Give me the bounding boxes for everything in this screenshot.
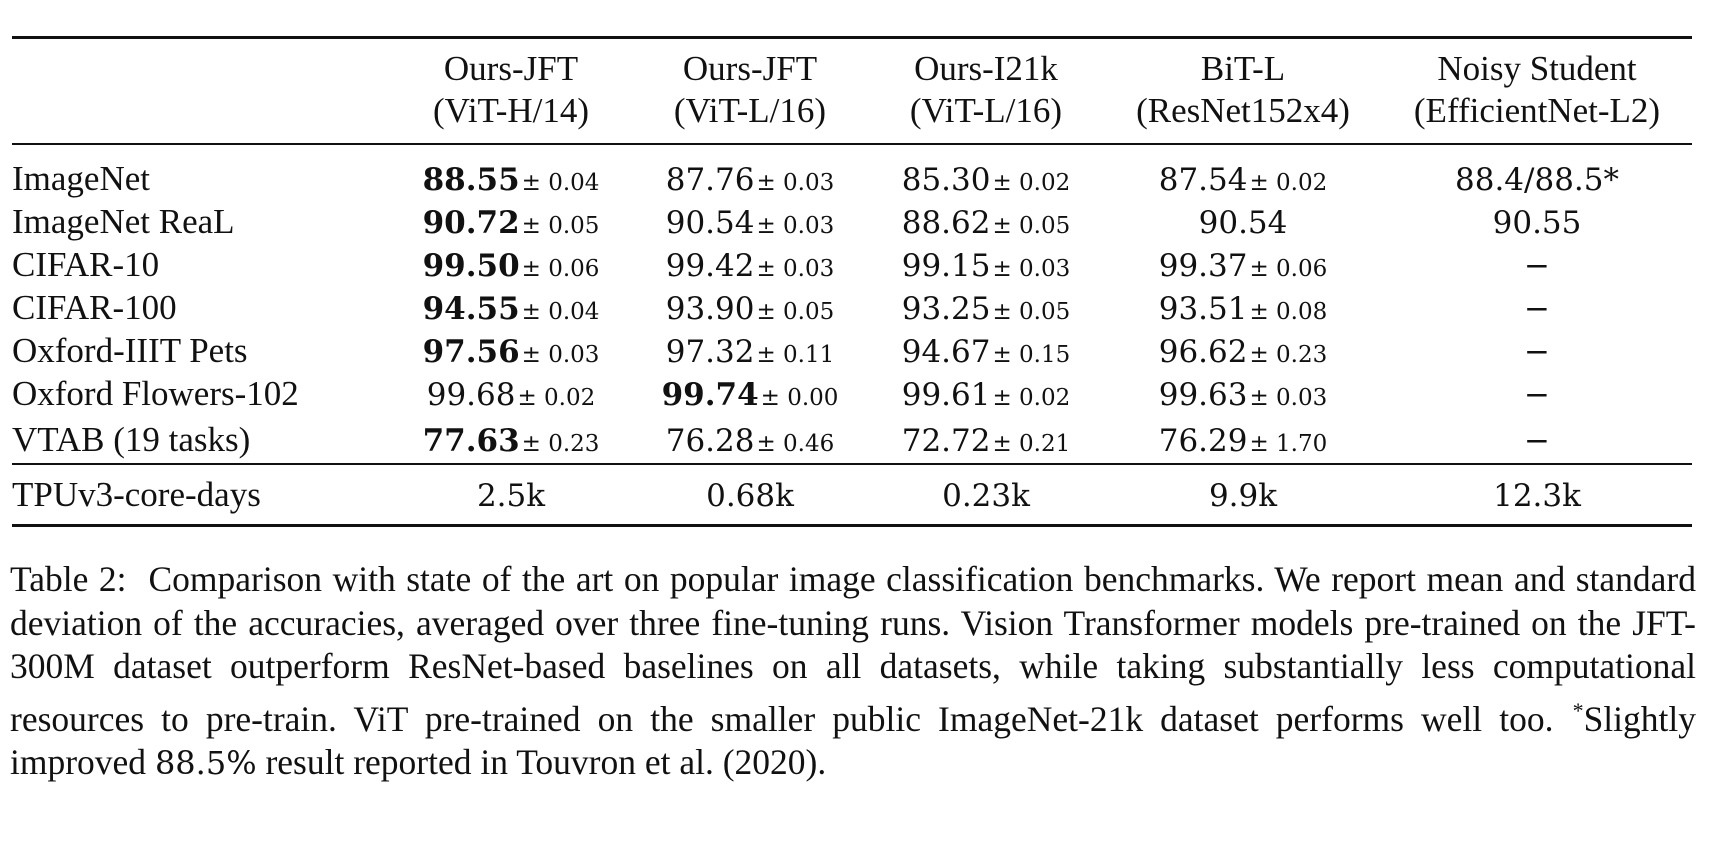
cell-std-dev: ± 0.03 [992, 255, 1071, 282]
column-header [868, 36, 1104, 144]
column-header [1382, 36, 1692, 144]
cell-value-best: 88.55 [422, 161, 520, 198]
cell-value: 9.9k [1208, 478, 1278, 514]
table-row [12, 243, 1692, 286]
cell-std-dev: ± 1.70 [1249, 430, 1328, 457]
column-header-line2: (ResNet152x4) [1136, 91, 1350, 130]
table-header-row [12, 36, 1692, 144]
caption-footnote-text: Slightly improved [10, 698, 1697, 782]
column-header [390, 36, 632, 144]
footnote-mark: * [1572, 697, 1584, 723]
cell-value: 72.72 [901, 422, 991, 459]
cell-std-dev: ± 0.05 [992, 298, 1071, 325]
cell-std-dev: ± 0.03 [521, 341, 600, 368]
cell-value-best: 90.72 [422, 204, 520, 241]
cell-value: − [1524, 247, 1550, 284]
cell-value: 94.67 [901, 333, 991, 370]
table-cell [868, 286, 1104, 329]
cell-value: − [1524, 422, 1550, 459]
cell-std-dev: ± 0.00 [760, 384, 839, 411]
cell-std-dev: ± 0.04 [521, 298, 600, 325]
table-cell [1104, 372, 1382, 415]
results-table [12, 36, 1692, 526]
table-row [12, 286, 1692, 329]
footer-cell [868, 464, 1104, 526]
column-header-line1: Ours-I21k [914, 49, 1058, 88]
table-cell [1104, 329, 1382, 372]
cell-std-dev: ± 0.02 [992, 384, 1071, 411]
table-cell [390, 144, 632, 200]
table-cell [1104, 144, 1382, 200]
row-label: ImageNet ReaL [12, 201, 235, 241]
footer-row [12, 464, 1692, 526]
cell-std-dev: ± 0.15 [992, 341, 1071, 368]
cell-value: 90.54 [665, 204, 755, 241]
column-header-line1: Ours-JFT [682, 49, 818, 88]
table-cell [1382, 372, 1692, 415]
cell-value-best: 99.50 [422, 247, 520, 284]
cell-std-dev: ± 0.23 [521, 430, 600, 457]
cell-value: 99.68 [426, 376, 516, 413]
cell-value: 93.25 [901, 290, 991, 327]
row-label: ImageNet [12, 158, 150, 198]
cell-value: 99.61 [901, 376, 991, 413]
cell-value: 97.32 [665, 333, 755, 370]
cell-std-dev: ± 0.04 [521, 169, 600, 196]
cell-std-dev: ± 0.02 [1249, 169, 1328, 196]
column-header [1104, 36, 1382, 144]
cell-value-best: 99.74 [661, 376, 759, 413]
column-header-line1: Noisy Student [1437, 49, 1637, 88]
cell-value-best: 77.63 [422, 422, 520, 459]
cell-value: 93.90 [665, 290, 755, 327]
table-cell [632, 144, 868, 200]
column-header-line1: BiT-L [1200, 49, 1286, 88]
cell-value: 96.62 [1158, 333, 1248, 370]
cell-std-dev: ± 0.46 [756, 430, 835, 457]
column-header-line2: (EfficientNet-L2) [1413, 91, 1661, 130]
column-header-empty [12, 36, 390, 144]
cell-std-dev: ± 0.06 [1249, 255, 1328, 282]
table-row [12, 144, 1692, 200]
table-cell [390, 329, 632, 372]
row-label: CIFAR-10 [12, 244, 160, 284]
row-label: Oxford-IIIT Pets [12, 330, 248, 370]
table-cell [868, 144, 1104, 200]
table-cell [632, 372, 868, 415]
cell-value: 76.28 [665, 422, 755, 459]
cell-value: 99.37 [1158, 247, 1248, 284]
cell-std-dev: ± 0.03 [756, 255, 835, 282]
table-cell [390, 415, 632, 464]
column-header-line2: (ViT-H/14) [432, 91, 590, 130]
table-cell [868, 200, 1104, 243]
cell-value: − [1524, 333, 1550, 370]
row-label: TPUv3-core-days [12, 475, 261, 514]
table-cell [1104, 243, 1382, 286]
cell-value: 87.54 [1158, 161, 1248, 198]
table-cell [1382, 243, 1692, 286]
table-cell [1104, 286, 1382, 329]
cell-std-dev: ± 0.03 [756, 212, 835, 239]
cell-std-dev: ± 0.23 [1249, 341, 1328, 368]
cell-value: − [1524, 290, 1550, 327]
table-row [12, 200, 1692, 243]
cell-std-dev: ± 0.05 [756, 298, 835, 325]
table-cell [632, 200, 868, 243]
cell-std-dev: ± 0.02 [517, 384, 596, 411]
column-header-line1: Ours-JFT [443, 49, 579, 88]
table-cell [632, 415, 868, 464]
cell-value: 87.76 [665, 161, 755, 198]
cell-value: 0.23k [942, 478, 1030, 514]
table-cell [1382, 144, 1692, 200]
cell-value: 90.55 [1492, 204, 1582, 241]
table-cell [390, 372, 632, 415]
table-cell [390, 243, 632, 286]
cell-value: 0.68k [706, 478, 794, 514]
cell-value: 2.5k [476, 478, 546, 514]
cell-value: 99.15 [901, 247, 991, 284]
column-header-line2: (ViT-L/16) [673, 91, 827, 130]
row-label: CIFAR-100 [12, 287, 177, 327]
table-body [12, 144, 1692, 464]
table-cell [1104, 200, 1382, 243]
table-cell [868, 415, 1104, 464]
table-cell [390, 286, 632, 329]
caption-text: Comparison with state of the art on popular image classification benchmarks. We report mean and standard deviation of the accuracies, averaged over three fine-tuning runs. Vision Transformer models pre-trained on the JFT-300M dataset outperform ResNet-based baselines on all datasets, while taking substantially less computational resources to pre-train. ViT pre-trained on the smaller public ImageNet-21k dataset performs well too. [10, 559, 1697, 739]
table-cell [1104, 415, 1382, 464]
cell-value: 88.4/88.5* [1455, 161, 1619, 198]
table-cell [1382, 415, 1692, 464]
cell-value: 99.42 [665, 247, 755, 284]
table-row [12, 415, 1692, 464]
table-row [12, 329, 1692, 372]
table-cell [868, 329, 1104, 372]
footer-cell [390, 464, 632, 526]
cell-std-dev: ± 0.03 [1249, 384, 1328, 411]
table-cell [1382, 329, 1692, 372]
cell-value: − [1524, 376, 1550, 413]
table-cell [632, 286, 868, 329]
footer-cell [1382, 464, 1692, 526]
row-label: VTAB (19 tasks) [12, 419, 251, 459]
cell-std-dev: ± 0.03 [756, 169, 835, 196]
footer-cell [1104, 464, 1382, 526]
column-header-line2: (ViT-L/16) [909, 91, 1063, 130]
cell-std-dev: ± 0.21 [992, 430, 1071, 457]
caption-label: Table 2: [10, 559, 127, 599]
cell-std-dev: ± 0.05 [992, 212, 1071, 239]
cell-value-best: 97.56 [422, 333, 520, 370]
table-cell [1382, 200, 1692, 243]
cell-value: 90.54 [1198, 204, 1288, 241]
table-cell [868, 372, 1104, 415]
cell-value: 88.62 [901, 204, 991, 241]
table-row [12, 372, 1692, 415]
table-cell [1382, 286, 1692, 329]
cell-value-best: 94.55 [422, 290, 520, 327]
cell-value: 12.3k [1493, 478, 1581, 514]
footer-cell [632, 464, 868, 526]
cell-std-dev: ± 0.11 [756, 341, 835, 368]
cell-std-dev: ± 0.02 [992, 169, 1071, 196]
table-footer [12, 464, 1692, 526]
cell-std-dev: ± 0.05 [521, 212, 600, 239]
table-cell [632, 243, 868, 286]
caption-number: 88.5% [154, 744, 257, 782]
column-header [632, 36, 868, 144]
caption-footnote-text-end: result reported in Touvron et al. (2020). [265, 742, 827, 782]
table-cell [390, 200, 632, 243]
cell-value: 85.30 [901, 161, 991, 198]
cell-std-dev: ± 0.08 [1249, 298, 1328, 325]
cell-value: 99.63 [1158, 376, 1248, 413]
cell-value: 93.51 [1158, 290, 1248, 327]
table-cell [632, 329, 868, 372]
table-caption [10, 558, 1696, 786]
row-label: Oxford Flowers-102 [12, 373, 299, 413]
cell-std-dev: ± 0.06 [521, 255, 600, 282]
table-cell [868, 243, 1104, 286]
cell-value: 76.29 [1158, 422, 1248, 459]
